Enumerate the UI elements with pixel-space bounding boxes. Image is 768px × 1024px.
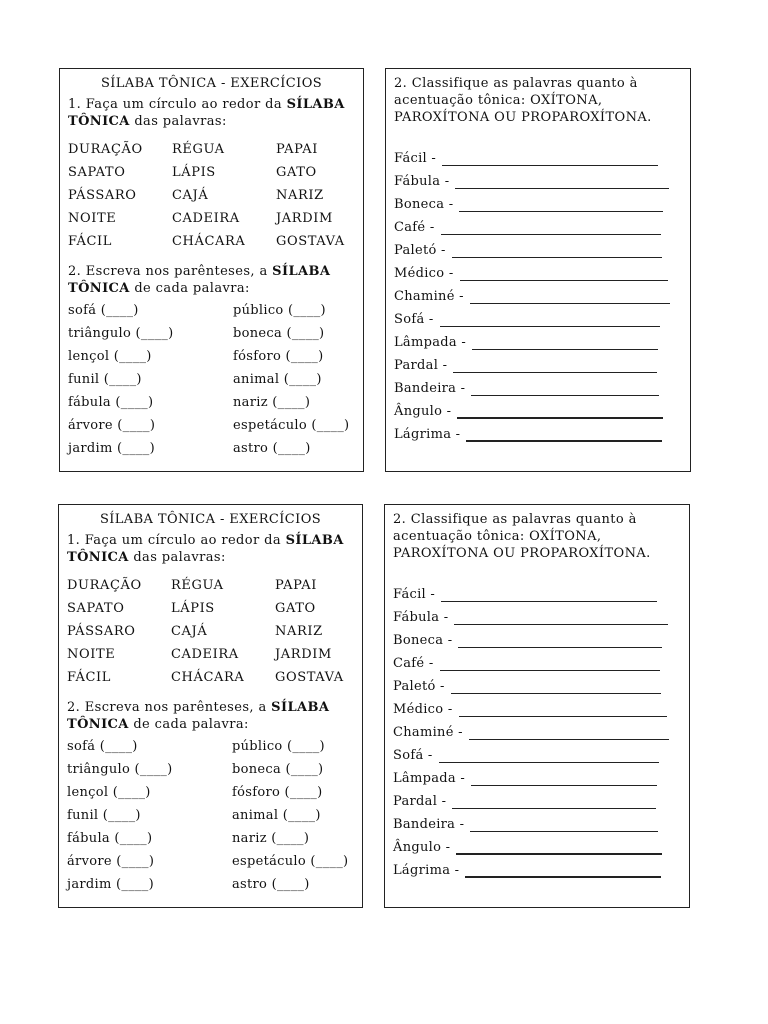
word: JARDIM xyxy=(276,211,333,226)
word: PÁSSARO xyxy=(67,624,136,639)
answer-line xyxy=(470,291,670,304)
word: GATO xyxy=(275,601,316,616)
question-1: 1. Faça um círculo ao redor da SÍLABA TÔNICA das palavras: xyxy=(68,97,345,129)
paren-item: nariz (____) xyxy=(233,395,311,410)
answer-line xyxy=(451,681,661,694)
classify-row: Bandeira - xyxy=(394,373,690,396)
classify-row: Lâmpada - xyxy=(394,327,690,350)
answer-line xyxy=(452,796,656,809)
paren-item: lençol (____) xyxy=(68,349,152,364)
paren-item: nariz (____) xyxy=(232,831,310,846)
paren-item: jardim (____) xyxy=(68,441,155,456)
word: CADEIRA xyxy=(171,647,239,662)
paren-item: fábula (____) xyxy=(67,831,153,846)
paren-item: sofá (____) xyxy=(68,303,139,318)
word: JARDIM xyxy=(275,647,332,662)
classify-row: Pardal - xyxy=(394,350,690,373)
classify-instruction: 2. Classifique as palavras quanto à acentuação tônica: OXÍTONA, PAROXÍTONA OU PROPAROXÍTONA. xyxy=(394,76,652,125)
classify-row: Chaminé - xyxy=(394,281,690,304)
paren-item: espetáculo (____) xyxy=(233,418,350,433)
classify-row: Médico - xyxy=(394,258,690,281)
paren-item: animal (____) xyxy=(233,372,322,387)
answer-line xyxy=(458,635,662,648)
paren-grid xyxy=(60,301,363,458)
classify-row: Paletó - xyxy=(394,235,690,258)
paren-grid xyxy=(59,737,362,894)
word: FÁCIL xyxy=(67,670,111,685)
classify-row: Lágrima - xyxy=(393,855,689,878)
word: CADEIRA xyxy=(172,211,240,226)
classify-row: Médico - xyxy=(393,694,689,717)
question-2: 2. Escreva nos parênteses, a SÍLABA TÔNICA de cada palavra: xyxy=(68,264,331,296)
word: PAPAI xyxy=(276,142,319,157)
classify-instruction: 2. Classifique as palavras quanto à acentuação tônica: OXÍTONA, PAROXÍTONA OU PROPAROXÍTONA. xyxy=(393,512,651,561)
answer-line xyxy=(465,864,661,878)
paren-item: astro (____) xyxy=(232,877,310,892)
answer-line xyxy=(471,773,657,786)
word: CAJÁ xyxy=(171,624,208,639)
classify-list xyxy=(385,579,689,878)
paren-item: triângulo (____) xyxy=(68,326,174,341)
paren-item: animal (____) xyxy=(232,808,321,823)
word: SAPATO xyxy=(68,165,126,180)
answer-line xyxy=(454,612,668,625)
paren-item: funil (____) xyxy=(68,372,142,387)
answer-line xyxy=(455,176,669,189)
paren-item: lençol (____) xyxy=(67,785,151,800)
question-1: 1. Faça um círculo ao redor da SÍLABA TÔNICA das palavras: xyxy=(67,533,344,565)
classify-row: Ângulo - xyxy=(394,396,690,419)
paren-item: jardim (____) xyxy=(67,877,154,892)
answer-line xyxy=(466,428,662,442)
card-title: SÍLABA TÔNICA - EXERCÍCIOS xyxy=(99,512,322,527)
word: LÁPIS xyxy=(172,165,216,180)
paren-item: fábula (____) xyxy=(68,395,154,410)
classify-row: Fácil - xyxy=(394,143,690,166)
classify-row: Fábula - xyxy=(393,602,689,625)
paren-item: fósforo (____) xyxy=(233,349,324,364)
word-grid xyxy=(59,576,362,687)
paren-item: funil (____) xyxy=(67,808,141,823)
paren-item: boneca (____) xyxy=(233,326,325,341)
right-card-top xyxy=(385,68,691,472)
classify-row: Ângulo - xyxy=(393,832,689,855)
classify-row: Bandeira - xyxy=(393,809,689,832)
word: NOITE xyxy=(67,647,116,662)
paren-item: público (____) xyxy=(232,739,325,754)
word: LÁPIS xyxy=(171,601,215,616)
classify-row: Fácil - xyxy=(393,579,689,602)
word: GOSTAVA xyxy=(275,670,344,685)
answer-line xyxy=(472,337,658,350)
left-card-bottom xyxy=(58,504,363,908)
classify-list xyxy=(386,143,690,442)
word: DURAÇÃO xyxy=(67,578,142,593)
word: RÉGUA xyxy=(172,142,225,157)
word: GATO xyxy=(276,165,317,180)
answer-line xyxy=(440,314,660,327)
word: RÉGUA xyxy=(171,578,224,593)
answer-line xyxy=(452,245,662,258)
paren-item: espetáculo (____) xyxy=(232,854,349,869)
answer-line xyxy=(440,658,660,671)
answer-line xyxy=(470,819,658,832)
classify-row: Café - xyxy=(393,648,689,671)
classify-row: Sofá - xyxy=(393,740,689,763)
classify-row: Pardal - xyxy=(393,786,689,809)
classify-row: Chaminé - xyxy=(393,717,689,740)
word: PÁSSARO xyxy=(68,188,137,203)
paren-item: boneca (____) xyxy=(232,762,324,777)
right-card-bottom xyxy=(384,504,690,908)
word: CHÁCARA xyxy=(171,670,245,685)
answer-line xyxy=(439,750,659,763)
answer-line xyxy=(459,199,663,212)
answer-line xyxy=(457,405,663,419)
answer-line xyxy=(471,383,659,396)
paren-item: astro (____) xyxy=(233,441,311,456)
word: CAJÁ xyxy=(172,188,209,203)
answer-line xyxy=(469,727,669,740)
word: GOSTAVA xyxy=(276,234,345,249)
word: SAPATO xyxy=(67,601,125,616)
answer-line xyxy=(460,268,668,281)
paren-item: triângulo (____) xyxy=(67,762,173,777)
paren-item: sofá (____) xyxy=(67,739,138,754)
question-2: 2. Escreva nos parênteses, a SÍLABA TÔNICA de cada palavra: xyxy=(67,700,330,732)
classify-row: Café - xyxy=(394,212,690,235)
answer-line xyxy=(459,704,667,717)
answer-line xyxy=(456,841,662,855)
word: NARIZ xyxy=(275,624,323,639)
classify-row: Boneca - xyxy=(394,189,690,212)
answer-line xyxy=(441,222,661,235)
word: NOITE xyxy=(68,211,117,226)
word: CHÁCARA xyxy=(172,234,246,249)
answer-line xyxy=(453,360,657,373)
paren-item: público (____) xyxy=(233,303,326,318)
card-title: SÍLABA TÔNICA - EXERCÍCIOS xyxy=(100,76,323,91)
word: DURAÇÃO xyxy=(68,142,143,157)
word: FÁCIL xyxy=(68,234,112,249)
paren-item: árvore (____) xyxy=(68,418,156,433)
word: PAPAI xyxy=(275,578,318,593)
classify-row: Paletó - xyxy=(393,671,689,694)
paren-item: árvore (____) xyxy=(67,854,155,869)
word: NARIZ xyxy=(276,188,324,203)
word-grid xyxy=(60,140,363,251)
answer-line xyxy=(442,153,658,166)
classify-row: Sofá - xyxy=(394,304,690,327)
classify-row: Lâmpada - xyxy=(393,763,689,786)
answer-line xyxy=(441,589,657,602)
classify-row: Fábula - xyxy=(394,166,690,189)
left-card-top xyxy=(59,68,364,472)
classify-row: Boneca - xyxy=(393,625,689,648)
classify-row: Lágrima - xyxy=(394,419,690,442)
paren-item: fósforo (____) xyxy=(232,785,323,800)
